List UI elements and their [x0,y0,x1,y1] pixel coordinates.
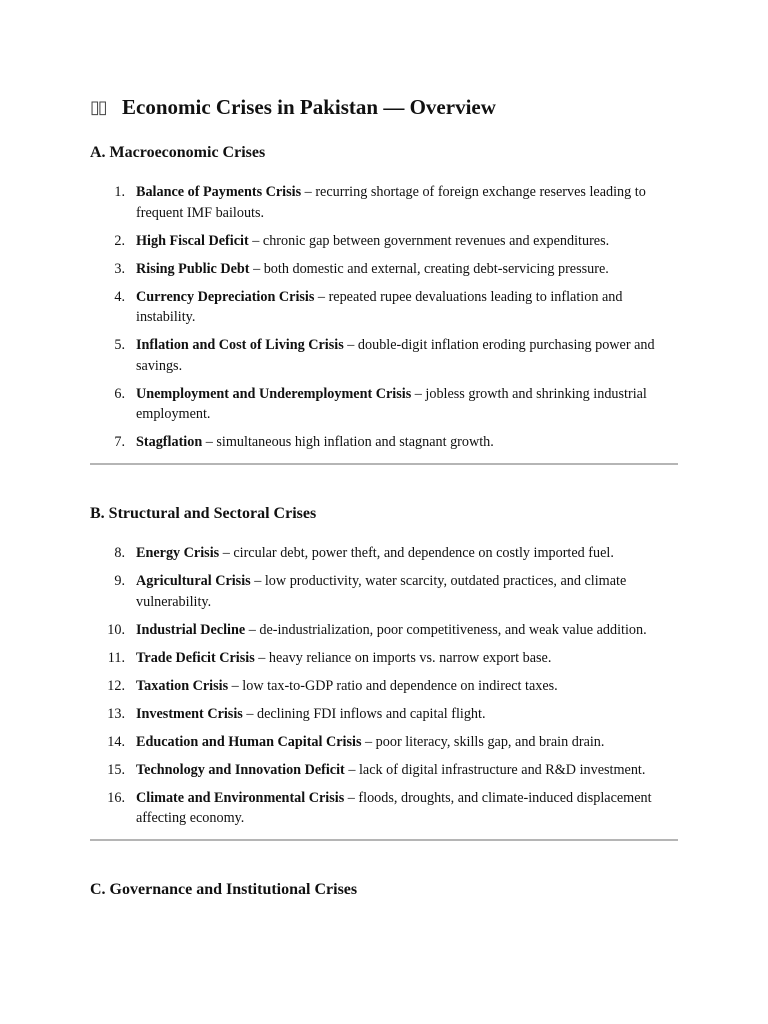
list-item [90,704,678,725]
item-number: 2. [114,232,125,249]
item-number: 3. [114,260,125,277]
list-item [90,335,678,376]
section-a-list [90,182,678,460]
list-item [90,384,678,425]
item-description: – low productivity, water scarcity, outdated practices, and climate vulnerability. [136,573,627,610]
item-number: 14. [107,733,125,750]
item-term: Climate and Environmental Crisis [136,789,345,806]
section-heading-c: C. Governance and Institutional Crises [90,881,358,898]
item-description: – recurring shortage of foreign exchange reserves leading to frequent IMF bailouts. [136,184,646,221]
item-number: 7. [114,434,125,450]
item-term: Technology and Innovation Deficit [136,761,345,778]
section-divider [90,839,678,841]
item-term: Agricultural Crisis [136,573,251,589]
item-number: 16. [107,789,125,806]
item-number: 6. [114,385,125,402]
item-term: Taxation Crisis [136,677,229,694]
list-item [90,648,678,669]
list-item [90,571,678,612]
list-item [90,788,678,829]
list-item [90,259,678,280]
item-description: – declining FDI inflows and capital flight. [242,705,486,722]
item-term: High Fiscal Deficit [136,232,249,249]
item-number: 9. [114,573,125,589]
item-term: Education and Human Capital Crisis [136,733,362,750]
item-number: 12. [107,677,125,694]
item-term: Industrial Decline [136,621,246,638]
item-number: 10. [107,621,125,638]
item-number: 8. [114,545,125,561]
item-term: Energy Crisis [136,545,220,561]
item-term: Balance of Payments Crisis [136,184,302,200]
item-term: Stagflation [136,434,203,450]
item-number: 1. [114,184,125,200]
item-description: – chronic gap between government revenues and expenditures. [248,232,610,249]
item-description: – de-industrialization, poor competitiveness, and weak value addition. [245,621,647,638]
section-heading-b: B. Structural and Sectoral Crises [90,505,317,522]
list-item [90,287,678,328]
section-b-list [90,543,678,836]
item-description: – repeated rupee devaluations leading to inflation and instability. [136,288,623,325]
list-item [90,760,678,781]
item-number: 5. [114,337,125,353]
item-description: – both domestic and external, creating debt-servicing pressure. [249,260,609,277]
item-description: – floods, droughts, and climate-induced displacement affecting economy. [136,789,652,826]
item-number: 11. [107,649,125,666]
item-description: – jobless growth and shrinking industrial employment. [136,385,647,422]
item-term: Inflation and Cost of Living Crisis [136,337,344,353]
list-item [90,732,678,753]
list-item [90,676,678,697]
item-number: 15. [107,761,125,778]
item-description: – low tax-to-GDP ratio and dependence on indirect taxes. [228,677,558,694]
item-term: Rising Public Debt [136,260,250,277]
page-title-text: Economic Crises in Pakistan — Overview [122,95,496,119]
flag-icon: ▯▯ [90,97,106,117]
section-divider [90,463,678,465]
item-term: Investment Crisis [136,705,243,722]
page-title [90,93,496,121]
list-item [90,620,678,641]
item-description: – double-digit inflation eroding purchasing power and savings. [136,337,655,374]
list-item [90,182,678,223]
item-description: – lack of digital infrastructure and R&D investment. [344,761,646,778]
item-description: – heavy reliance on imports vs. narrow export base. [254,649,552,666]
item-number: 4. [114,288,125,305]
item-term: Currency Depreciation Crisis [136,288,315,305]
item-term: Unemployment and Underemployment Crisis [136,385,412,402]
item-description: – simultaneous high inflation and stagnant growth. [202,434,494,450]
item-description: – poor literacy, skills gap, and brain drain. [361,733,605,750]
item-term: Trade Deficit Crisis [136,649,255,666]
item-number: 13. [107,705,125,722]
list-item [90,231,678,252]
list-item [90,543,678,564]
item-description: – circular debt, power theft, and dependence on costly imported fuel. [219,545,614,561]
list-item [90,432,678,453]
section-heading-a: A. Macroeconomic Crises [90,144,266,161]
